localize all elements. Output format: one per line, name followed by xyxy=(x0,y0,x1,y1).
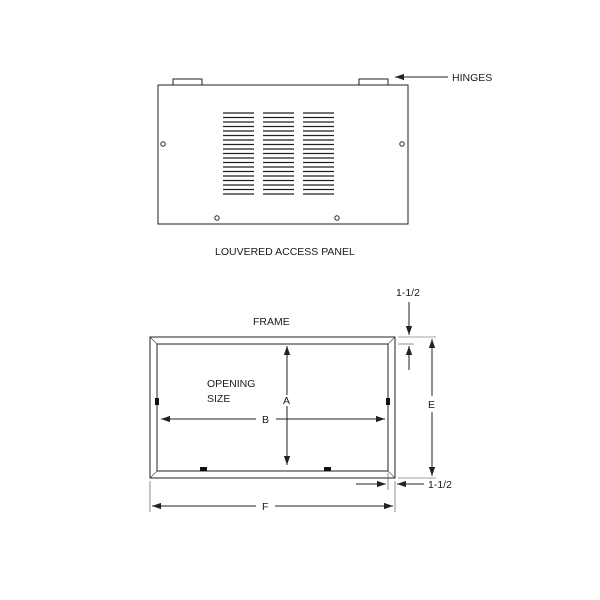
screw-bottom-right xyxy=(335,216,339,220)
frame-label: FRAME xyxy=(253,316,290,328)
panel-body xyxy=(158,85,408,224)
hinge-left xyxy=(173,79,202,85)
frame-clip-left xyxy=(155,398,159,405)
frame-corner-br xyxy=(388,471,395,478)
dim-a-label: A xyxy=(283,395,291,407)
frame-clip-right xyxy=(386,398,390,405)
frame-clip-bottom-left xyxy=(200,467,207,471)
panel-caption: LOUVERED ACCESS PANEL xyxy=(215,246,355,258)
frame-inner xyxy=(157,344,388,471)
frame-clip-bottom-right xyxy=(324,467,331,471)
opening-size-label-line1: OPENING xyxy=(207,378,256,390)
frame-outer xyxy=(150,337,395,478)
hinges-label: HINGES xyxy=(452,72,493,84)
hinge-right xyxy=(359,79,388,85)
frame-corner-bl xyxy=(150,471,157,478)
dim-f-label: F xyxy=(262,501,269,513)
frame-corner-tr xyxy=(388,337,395,344)
dim-top-label: 1-1/2 xyxy=(396,287,420,299)
screw-bottom-left xyxy=(215,216,219,220)
dim-b-label: B xyxy=(262,414,270,426)
frame-corner-tl xyxy=(150,337,157,344)
frame-outline xyxy=(150,337,395,478)
louvered-access-panel xyxy=(158,79,408,224)
louver-vents xyxy=(223,113,334,194)
opening-size-label-line2: SIZE xyxy=(207,393,231,405)
screw-right xyxy=(400,142,404,146)
screw-left xyxy=(161,142,165,146)
dim-side-label: 1-1/2 xyxy=(428,479,452,491)
dim-e-label: E xyxy=(428,399,436,411)
